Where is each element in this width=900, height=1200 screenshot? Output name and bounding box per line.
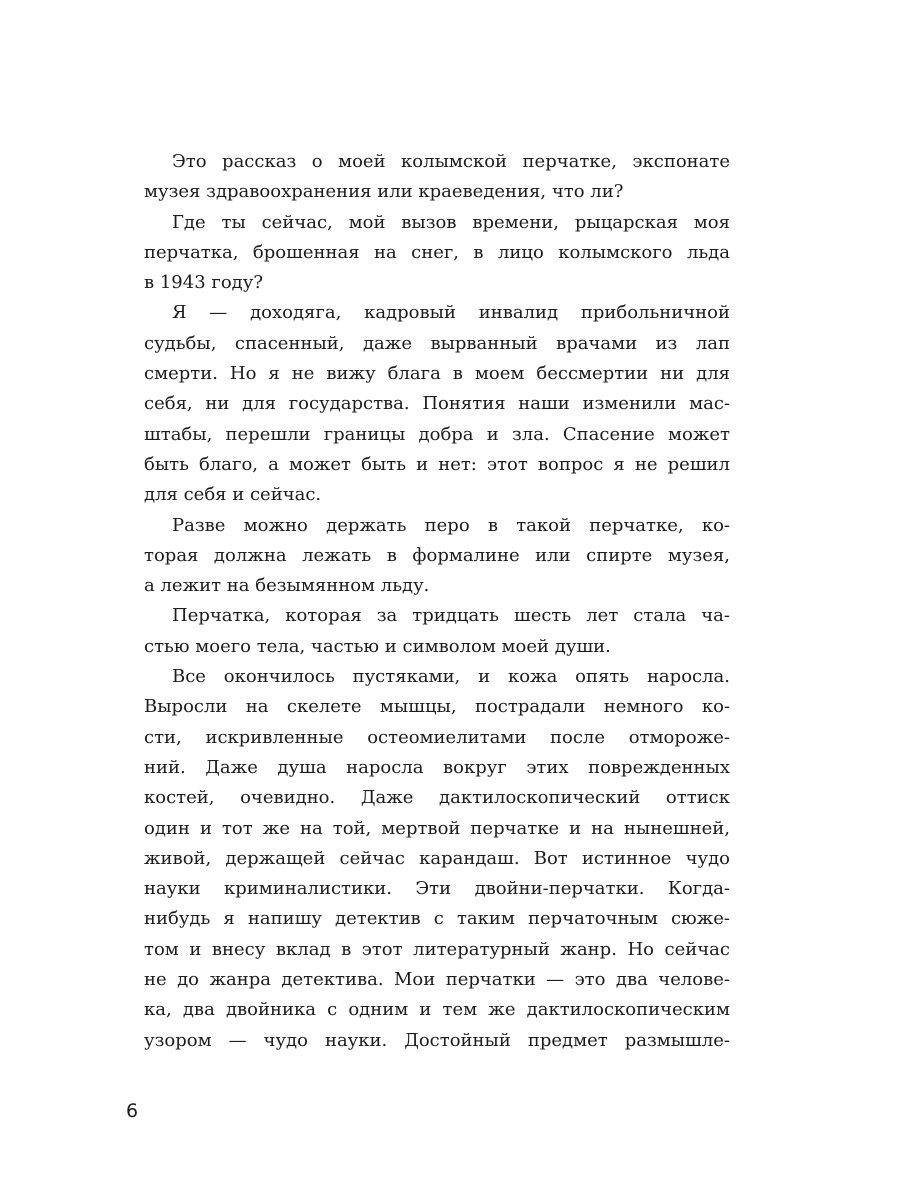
paragraph-4 <box>144 511 730 602</box>
text-line: а лежит на безымянном льду. <box>144 575 430 597</box>
text-line: Все окончилось пустяками, и кожа опять наросла. <box>172 666 730 688</box>
text-line: перчатка, брошенная на снег, в лицо колымского льда <box>144 241 730 263</box>
text-line: Перчатка, которая за тридцать шесть лет стала ча- <box>172 605 730 627</box>
text-line: один и тот же на той, мертвой перчатке и на нынешней, <box>144 817 730 839</box>
text-line: судьбы, спасенный, даже вырванный врачами из лап <box>144 332 730 354</box>
paragraph-3 <box>144 298 730 510</box>
text-line: Где ты сейчас, мой вызов времени, рыцарская моя <box>172 211 730 233</box>
text-line: нибудь я напишу детектив с таким перчаточным сюже- <box>144 908 730 930</box>
text-line: Это рассказ о моей колымской перчатке, экспонате <box>172 151 730 172</box>
text-line: том и внесу вклад в этот литературный жанр. Но сейчас <box>144 938 730 960</box>
paragraph-1 <box>144 147 730 208</box>
text-line: смерти. Но я не вижу блага в моем бессмертии ни для <box>144 363 730 385</box>
text-line: музея здравоохранения или краеведения, что ли? <box>144 181 624 203</box>
text-line: штабы, перешли границы добра и зла. Спасение может <box>144 423 730 445</box>
text-line: Выросли на скелете мышцы, пострадали немного ко- <box>144 696 730 718</box>
page-number: 6 <box>126 1100 139 1122</box>
text-line: Разве можно держать перо в такой перчатке, ко- <box>172 514 730 536</box>
body-text <box>144 147 730 1056</box>
text-line: для себя и сейчас. <box>144 484 322 506</box>
text-line: костей, очевидно. Даже дактилоскопический оттиск <box>144 787 730 809</box>
text-line: не до жанра детектива. Мои перчатки — это два челове- <box>144 969 730 991</box>
text-line: себя, ни для государства. Понятия наши изменили мас- <box>144 393 730 415</box>
text-line: ка, два двойника с одним и тем же дактилоскопическим <box>144 999 730 1021</box>
text-line: живой, держащей сейчас карандаш. Вот истинное чудо <box>144 847 730 869</box>
paragraph-2 <box>144 208 730 299</box>
text-line: быть благо, а может быть и нет: этот вопрос я не решил <box>144 453 730 475</box>
text-line: Я — доходяга, кадровый инвалид прибольничной <box>172 302 730 324</box>
text-line: в 1943 году? <box>144 272 263 294</box>
text-line: узором — чудо науки. Достойный предмет размышле- <box>144 1029 730 1051</box>
text-line: ний. Даже душа наросла вокруг этих поврежденных <box>144 756 730 778</box>
paragraph-5 <box>144 601 730 662</box>
paragraph-6 <box>144 662 730 1056</box>
text-line: науки криминалистики. Эти двойни-перчатки. Когда- <box>144 878 730 900</box>
text-line: стью моего тела, частью и символом моей души. <box>144 635 611 657</box>
text-line: сти, искривленные остеомиелитами после отмороже- <box>144 726 730 748</box>
text-line: торая должна лежать в формалине или спирте музея, <box>144 544 730 566</box>
